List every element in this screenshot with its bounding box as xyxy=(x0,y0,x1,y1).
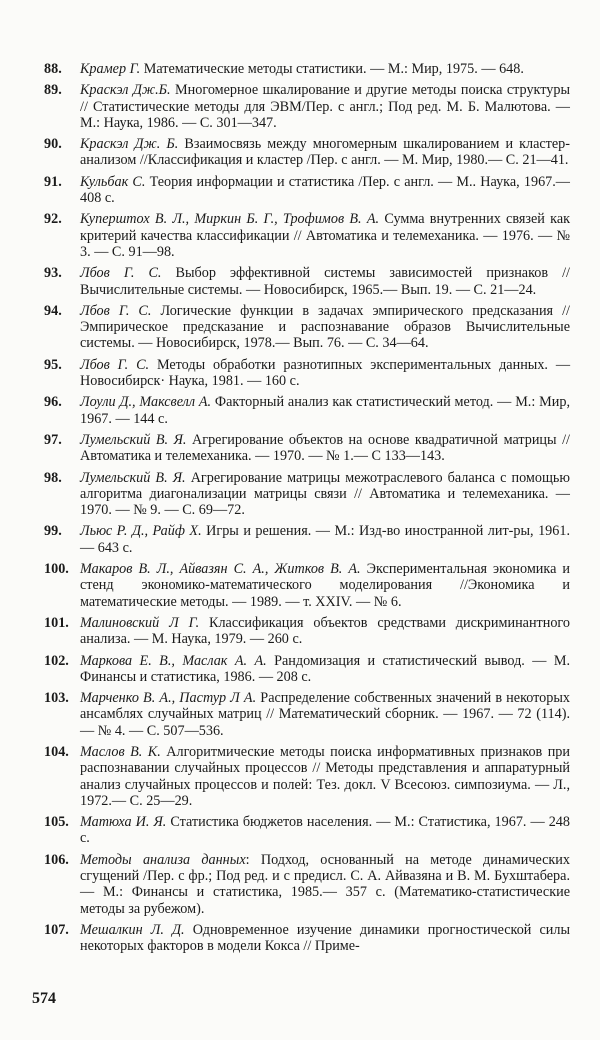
reference-text: : Подход, основанный на методе динамических сгущений /Пер. с фр.; Под ред. и с предисл. С. А. Айвазяна и В. М. Бухштабера. — М.: Финансы и статистика, 1985.— 357 с. (Математико-статистические методы за рубежом). xyxy=(80,851,570,917)
reference-text: Экспериментальная экономика и стенд экономико-математического моделирования //Экономика и математические методы. — 1989. — т. XXIV. — № 6. xyxy=(80,561,570,610)
reference-authors: Макаров В. Л., Айвазян С. А., Житков В. А. xyxy=(80,561,361,578)
reference-authors: Лоули Д., Максвелл А. xyxy=(80,394,212,411)
reference-number: 91. xyxy=(44,173,62,190)
reference-authors: Марченко В. А., Пастур Л А. xyxy=(80,690,257,707)
reference-item xyxy=(44,82,570,131)
reference-authors: Лумельский В. Я. xyxy=(80,469,186,486)
reference-authors: Лбов Г. С. xyxy=(80,302,152,319)
reference-item xyxy=(44,394,570,427)
reference-item xyxy=(44,136,570,169)
reference-text: Методы обработки разнотипных экспериментальных данных. — Новосибирск· Наука, 1981. — 160 с. xyxy=(80,356,571,390)
reference-text: Логические функции в задачах эмпирического предсказания // Эмпирическое предсказание и распознавание образов Вычислительные системы. — Новосибирск, 1978.— Вып. 76. — С. 34—64. xyxy=(80,302,570,352)
reference-number: 97. xyxy=(44,431,62,448)
reference-text: Агрегирование объектов на основе квадратичной матрицы // Автоматика и телемеханика. — 1970. — № 1.— С 133—143. xyxy=(80,431,570,465)
reference-item xyxy=(44,470,570,519)
reference-number: 94. xyxy=(44,302,62,319)
reference-number: 101. xyxy=(44,614,69,631)
reference-item xyxy=(44,211,570,260)
reference-text: Рандомизация и статистический вывод. — М. Финансы и статистика, 1986. — 208 с. xyxy=(80,652,570,685)
reference-item xyxy=(44,922,570,955)
reference-authors: Кульбак С. xyxy=(80,173,146,190)
reference-number: 105. xyxy=(44,814,69,831)
reference-item xyxy=(44,303,570,352)
reference-item xyxy=(44,265,570,298)
reference-text: Распределение собственных значений в некоторых ансамблях случайных матриц // Математический сборник. — 1967. — 72 (114). — № 4. — С. 507—536. xyxy=(80,690,570,739)
reference-item xyxy=(44,814,570,847)
reference-text: Игры и решения. — М.: Изд-во иностранной лит-ры, 1961. — 643 с. xyxy=(80,523,570,556)
reference-authors: Лбов Г. С. xyxy=(80,265,162,282)
reference-item xyxy=(44,690,570,739)
reference-item xyxy=(44,357,570,390)
reference-number: 106. xyxy=(44,851,69,868)
reference-text: Теория информации и статистика /Пер. с англ. — М.. Наука, 1967.—408 с. xyxy=(80,173,570,207)
reference-item xyxy=(44,852,570,917)
reference-text: Классификация объектов средствами дискриминантного анализа. — М. Наука, 1979. — 260 с. xyxy=(80,614,570,648)
reference-text: Факторный анализ как статистический метод. — М.: Мир, 1967. — 144 с. xyxy=(80,394,570,427)
reference-item xyxy=(44,432,570,465)
reference-text: Многомерное шкалирование и другие методы поиска структуры // Статистические методы для ЭВМ/Пер. с англ.; Под ред. М. Б. Малютова. — М.: Наука, 1986. — С. 301—347. xyxy=(80,82,570,131)
reference-authors: Краскэл Дж.Б. xyxy=(80,82,171,99)
reference-text: Статистика бюджетов населения. — М.: Статистика, 1967. — 248 с. xyxy=(80,814,570,847)
reference-number: 107. xyxy=(44,921,69,938)
page-number: 574 xyxy=(32,990,56,1007)
reference-text: Математические методы статистики. — М.: Мир, 1975. — 648. xyxy=(140,61,524,77)
reference-authors: Мешалкин Л. Д. xyxy=(80,921,185,938)
reference-authors: Льюс Р. Д., Райф Х. xyxy=(80,523,202,540)
reference-number: 90. xyxy=(44,136,62,153)
reference-item xyxy=(44,61,570,77)
reference-item xyxy=(44,653,570,686)
reference-authors: Куперштох В. Л., Миркин Б. Г., Трофимов В. А. xyxy=(80,211,380,228)
reference-authors: Лбов Г. С. xyxy=(80,356,150,373)
reference-list xyxy=(44,61,570,960)
reference-text: Агрегирование матрицы межотраслевого баланса с помощью алгоритма диагонализации матрицы связи // Автоматика и телемеханика. — 1970. — № 9. — С. 69—72. xyxy=(80,469,570,519)
reference-number: 92. xyxy=(44,211,62,228)
reference-text: Сумма внутренних связей как критерий качества классификации // Автоматика и телемеханика. — 1976. — № 3. — С. 91—98. xyxy=(80,211,571,260)
reference-item xyxy=(44,615,570,648)
reference-number: 93. xyxy=(44,265,62,282)
reference-authors: Маслов В. К. xyxy=(80,743,161,760)
reference-text: Взаимосвязь между многомерным шкалированием и кластер-анализом //Классификация и кластер /Пер. с англ. — М. Мир, 1980.— С. 21—41. xyxy=(80,136,570,169)
reference-number: 103. xyxy=(44,690,69,707)
reference-number: 102. xyxy=(44,652,69,669)
reference-number: 96. xyxy=(44,394,62,411)
reference-item xyxy=(44,744,570,809)
reference-authors: Маркова Е. В., Маслак А. А. xyxy=(80,652,267,669)
reference-authors: Краскэл Дж. Б. xyxy=(80,136,179,153)
reference-text: Одновременное изучение динамики прогностической силы некоторых факторов в модели Кокса // Приме- xyxy=(80,921,570,955)
reference-authors: Малиновский Л Г. xyxy=(80,614,200,631)
reference-authors: Лумельский В. Я. xyxy=(80,431,187,448)
reference-authors: Методы анализа данных xyxy=(80,851,246,868)
reference-authors: Матюха И. Я. xyxy=(80,814,167,831)
reference-text: Алгоритмические методы поиска информативных признаков при распознавании случайных процессов // Методы представления и аппаратурный анализ случайных процессов и полей: Тез. докл. V Всесоюз. симпозиума. — Л., 1972.— С. 25—29. xyxy=(80,743,570,809)
reference-number: 88. xyxy=(44,61,62,77)
reference-authors: Крамер Г. xyxy=(80,61,141,77)
reference-number: 89. xyxy=(44,82,62,99)
reference-number: 95. xyxy=(44,356,62,373)
reference-number: 104. xyxy=(44,743,69,760)
reference-item xyxy=(44,523,570,556)
reference-item xyxy=(44,561,570,610)
reference-number: 100. xyxy=(44,561,69,578)
reference-number: 99. xyxy=(44,523,62,540)
reference-text: Выбор эффективной системы зависимостей признаков // Вычислительные системы. — Новосибирск, 1965.— Вып. 19. — С. 21—24. xyxy=(80,265,570,298)
reference-item xyxy=(44,174,570,207)
reference-number: 98. xyxy=(44,469,62,486)
